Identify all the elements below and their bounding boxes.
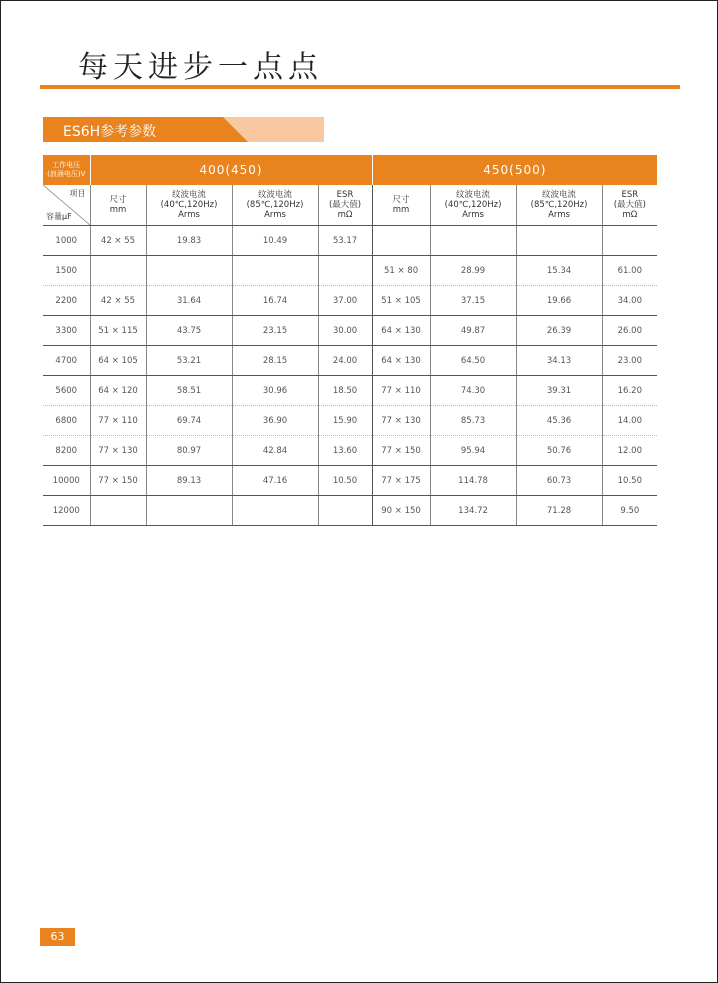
col-header-line: mm (109, 205, 127, 215)
size-cell (90, 256, 146, 286)
ripple85-cell: 47.16 (232, 466, 318, 496)
esr-cell: 18.50 (318, 376, 372, 406)
ripple40-cell: 134.72 (430, 496, 516, 526)
size-cell: 77 × 175 (372, 466, 430, 496)
ripple40-cell (146, 256, 232, 286)
col-header-line: (85℃,120Hz) (530, 200, 588, 210)
esr-cell: 10.50 (602, 466, 657, 496)
ripple40-cell: 114.78 (430, 466, 516, 496)
ripple40-cell: 28.99 (430, 256, 516, 286)
esr-cell (318, 256, 372, 286)
voltage-corner-line1: 工作电压 (52, 161, 81, 169)
spec-table (43, 155, 657, 526)
ripple40-cell: 49.87 (430, 316, 516, 346)
ripple40-cell: 43.75 (146, 316, 232, 346)
esr-cell: 24.00 (318, 346, 372, 376)
size-cell (372, 226, 430, 256)
voltage-group-400: 400(450) (90, 155, 372, 185)
size-cell: 42 × 55 (90, 226, 146, 256)
table-row (43, 466, 657, 496)
page-number: 63 (40, 928, 75, 946)
esr-cell: 37.00 (318, 286, 372, 316)
ripple40-cell: 58.51 (146, 376, 232, 406)
ripple40-cell: 19.83 (146, 226, 232, 256)
col-header-size-400 (90, 185, 146, 226)
ripple85-cell: 19.66 (516, 286, 602, 316)
capacitance-cell: 12000 (43, 496, 90, 526)
ripple40-cell: 80.97 (146, 436, 232, 466)
ripple85-cell: 50.76 (516, 436, 602, 466)
size-cell: 77 × 150 (90, 466, 146, 496)
section-title: ES6H参考参数 (63, 124, 157, 140)
col-header-line: ESR (336, 190, 354, 200)
ripple85-cell: 23.15 (232, 316, 318, 346)
col-header-line: 纹波电流 (257, 190, 292, 200)
esr-cell: 61.00 (602, 256, 657, 286)
col-header-line: Arms (462, 210, 484, 220)
table-row (43, 376, 657, 406)
ripple40-cell: 37.15 (430, 286, 516, 316)
col-header-esr-450 (602, 185, 657, 226)
size-cell: 64 × 120 (90, 376, 146, 406)
ripple40-cell (430, 226, 516, 256)
capacitance-cell: 1000 (43, 226, 90, 256)
capacitance-cell: 10000 (43, 466, 90, 496)
column-header-row (43, 185, 657, 226)
ripple40-cell: 74.30 (430, 376, 516, 406)
ripple85-cell: 10.49 (232, 226, 318, 256)
corner-top-label: 项目 (69, 189, 86, 198)
size-cell: 51 × 105 (372, 286, 430, 316)
col-header-line: (85℃,120Hz) (246, 200, 304, 210)
capacitance-cell: 4700 (43, 346, 90, 376)
ripple85-cell: 39.31 (516, 376, 602, 406)
esr-cell: 10.50 (318, 466, 372, 496)
col-header-line: 尺寸 (392, 195, 410, 205)
table-row (43, 346, 657, 376)
ripple85-cell (232, 256, 318, 286)
ripple40-cell: 89.13 (146, 466, 232, 496)
col-header-line: 纹波电流 (542, 190, 577, 200)
col-header-line: Arms (178, 210, 200, 220)
ripple40-cell: 95.94 (430, 436, 516, 466)
col-header-line: (40℃,120Hz) (160, 200, 218, 210)
col-header-size-450 (372, 185, 430, 226)
col-header-ripple40-450 (430, 185, 516, 226)
size-cell: 77 × 130 (372, 406, 430, 436)
page-slogan: 每天进步一点点 (78, 50, 323, 85)
size-cell: 51 × 115 (90, 316, 146, 346)
ripple85-cell (232, 496, 318, 526)
col-header-line: (最大值) (328, 200, 362, 210)
ripple85-cell: 26.39 (516, 316, 602, 346)
col-header-line: 尺寸 (109, 195, 127, 205)
ripple40-cell: 53.21 (146, 346, 232, 376)
esr-cell: 13.60 (318, 436, 372, 466)
ripple40-cell: 69.74 (146, 406, 232, 436)
esr-cell: 53.17 (318, 226, 372, 256)
section-banner (43, 117, 324, 142)
col-header-line: (最大值) (613, 200, 646, 210)
col-header-line: 纹波电流 (171, 190, 206, 200)
ripple85-cell (516, 226, 602, 256)
col-header-line: 纹波电流 (456, 190, 491, 200)
col-header-line: ESR (621, 190, 639, 200)
col-header-line: mΩ (337, 210, 353, 220)
esr-cell: 30.00 (318, 316, 372, 346)
table-row (43, 226, 657, 256)
size-cell: 64 × 105 (90, 346, 146, 376)
ripple85-cell: 71.28 (516, 496, 602, 526)
size-cell: 90 × 150 (372, 496, 430, 526)
header-rule (40, 85, 680, 89)
table-row (43, 496, 657, 526)
capacitance-cell: 5600 (43, 376, 90, 406)
capacitance-cell: 2200 (43, 286, 90, 316)
ripple85-cell: 45.36 (516, 406, 602, 436)
col-header-line: Arms (264, 210, 286, 220)
esr-cell: 15.90 (318, 406, 372, 436)
esr-cell: 34.00 (602, 286, 657, 316)
col-header-line: Arms (548, 210, 570, 220)
ripple85-cell: 16.74 (232, 286, 318, 316)
size-cell: 64 × 130 (372, 346, 430, 376)
col-header-line: mm (392, 205, 410, 215)
capacitance-cell: 6800 (43, 406, 90, 436)
ripple85-cell: 28.15 (232, 346, 318, 376)
esr-cell (602, 226, 657, 256)
col-header-ripple85-450 (516, 185, 602, 226)
voltage-corner-line2: (浪涌电压)V (47, 170, 86, 178)
ripple85-cell: 30.96 (232, 376, 318, 406)
ripple85-cell: 15.34 (516, 256, 602, 286)
ripple85-cell: 36.90 (232, 406, 318, 436)
col-header-ripple40-400 (146, 185, 232, 226)
voltage-header-row (43, 155, 657, 185)
voltage-corner-cell (43, 155, 90, 185)
capacitance-cell: 8200 (43, 436, 90, 466)
ripple85-cell: 60.73 (516, 466, 602, 496)
table-row (43, 436, 657, 466)
col-header-line: (40℃,120Hz) (444, 200, 502, 210)
corner-bottom-label: 容量μF (46, 212, 72, 221)
table-row (43, 316, 657, 346)
ripple40-cell: 31.64 (146, 286, 232, 316)
size-cell: 64 × 130 (372, 316, 430, 346)
esr-cell: 12.00 (602, 436, 657, 466)
esr-cell (318, 496, 372, 526)
ripple85-cell: 34.13 (516, 346, 602, 376)
size-cell (90, 496, 146, 526)
table-row (43, 286, 657, 316)
col-header-ripple85-400 (232, 185, 318, 226)
voltage-group-450: 450(500) (372, 155, 657, 185)
size-cell: 51 × 80 (372, 256, 430, 286)
spec-table-body (43, 226, 657, 526)
ripple40-cell: 85.73 (430, 406, 516, 436)
ripple40-cell (146, 496, 232, 526)
esr-cell: 23.00 (602, 346, 657, 376)
ripple85-cell: 42.84 (232, 436, 318, 466)
capacitance-cell: 1500 (43, 256, 90, 286)
corner-diagonal-cell (43, 185, 90, 226)
col-header-esr-400 (318, 185, 372, 226)
esr-cell: 16.20 (602, 376, 657, 406)
esr-cell: 14.00 (602, 406, 657, 436)
size-cell: 77 × 110 (372, 376, 430, 406)
size-cell: 77 × 110 (90, 406, 146, 436)
ripple40-cell: 64.50 (430, 346, 516, 376)
table-row (43, 256, 657, 286)
col-header-line: mΩ (622, 210, 638, 220)
capacitance-cell: 3300 (43, 316, 90, 346)
size-cell: 77 × 130 (90, 436, 146, 466)
size-cell: 77 × 150 (372, 436, 430, 466)
size-cell: 42 × 55 (90, 286, 146, 316)
esr-cell: 9.50 (602, 496, 657, 526)
table-row (43, 406, 657, 436)
esr-cell: 26.00 (602, 316, 657, 346)
